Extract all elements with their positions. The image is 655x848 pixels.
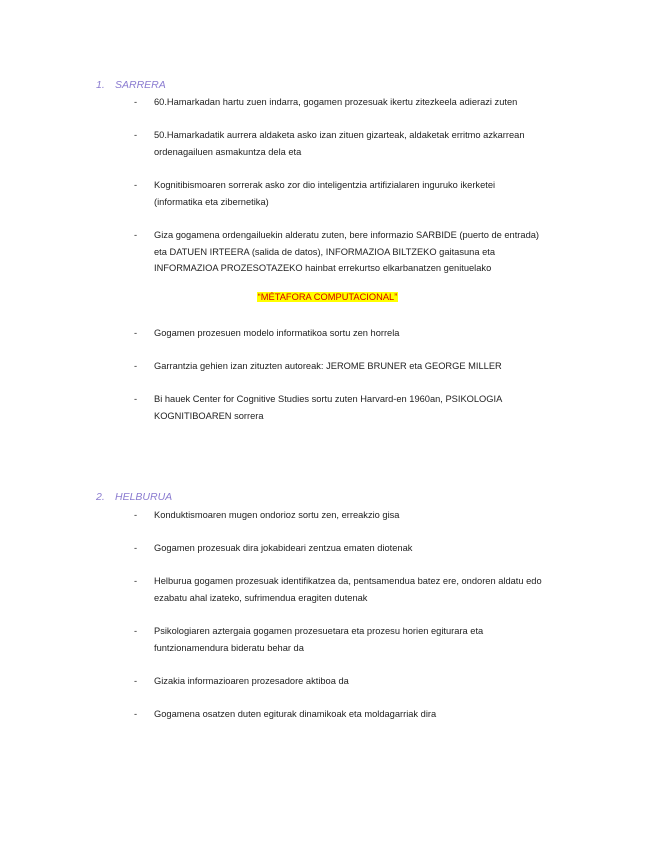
list-item bbox=[134, 358, 544, 375]
list-item bbox=[134, 507, 544, 524]
bullet-dash: - bbox=[134, 576, 138, 586]
bullet-dash: - bbox=[134, 709, 138, 719]
list-item bbox=[134, 94, 544, 111]
section-number: 1. bbox=[96, 79, 105, 91]
section-heading-sarrera bbox=[96, 79, 166, 91]
list-item bbox=[134, 391, 544, 424]
list-item-text: Konduktismoaren mugen ondorioz sortu zen, erreakzio gisa bbox=[154, 510, 400, 520]
list-item-text: Gogamen prozesuak dira jokabideari zentzua ematen diotenak bbox=[154, 543, 413, 553]
bullet-dash: - bbox=[134, 97, 138, 107]
list-item bbox=[134, 623, 544, 656]
list-item bbox=[134, 127, 544, 160]
bullet-dash: - bbox=[134, 394, 138, 404]
section-title: HELBURUA bbox=[115, 491, 173, 503]
bullet-dash: - bbox=[134, 130, 138, 140]
list-item-text: Psikologiaren aztergaia gogamen prozesuetara eta prozesu horien egiturara eta funtzionamendura bideratu behar da bbox=[154, 626, 484, 653]
bullet-dash: - bbox=[134, 180, 138, 190]
list-item-text: Gogamen prozesuen modelo informatikoa sortu zen horrela bbox=[154, 328, 400, 338]
bullet-dash: - bbox=[134, 543, 138, 553]
list-item-text: Giza gogamena ordengailuekin alderatu zuten, bere informazio SARBIDE (puerto de entrada) eta DATUEN IRTEERA (salida de datos), INFORMAZIOA BILTZEKO gaitasuna eta INFORMAZIOA PROZESOTAZEKO hainbat errekurtso elkarbanatzen genituelako bbox=[154, 230, 540, 273]
list-item-text: Gizakia informazioaren prozesadore aktiboa da bbox=[154, 676, 349, 686]
list-item-text: Garrantzia gehien izan zituzten autoreak: JEROME BRUNER eta GEORGE MILLER bbox=[154, 361, 502, 371]
section-heading-helburua bbox=[96, 491, 172, 503]
list-item-text: Gogamena osatzen duten egiturak dinamikoak eta moldagarriak dira bbox=[154, 709, 437, 719]
bullet-dash: - bbox=[134, 328, 138, 338]
bullet-dash: - bbox=[134, 510, 138, 520]
section-title: SARRERA bbox=[115, 79, 166, 91]
list-item-text: 60.Hamarkadan hartu zuen indarra, gogamen prozesuak ikertu zitezkeela adierazi zuten bbox=[154, 97, 518, 107]
bullet-dash: - bbox=[134, 676, 138, 686]
list-item bbox=[134, 573, 544, 606]
list-item-text: 50.Hamarkadatik aurrera aldaketa asko izan zituen gizarteak, aldaketak erritmo azkarrean ordenagailuen asmakuntza dela eta bbox=[154, 130, 525, 157]
list-item bbox=[134, 325, 544, 342]
list-item bbox=[134, 177, 544, 210]
bullet-dash: - bbox=[134, 361, 138, 371]
section-number: 2. bbox=[96, 491, 105, 503]
highlighted-phrase: “MÉTAFORA COMPUTACIONAL” bbox=[257, 292, 398, 302]
list-item bbox=[134, 540, 544, 557]
highlight-line bbox=[0, 292, 655, 302]
bullet-dash: - bbox=[134, 626, 138, 636]
list-item-text: Kognitibismoaren sorrerak asko zor dio inteligentzia artifizialaren inguruko ikerketei (informatika eta zibernetika) bbox=[154, 180, 496, 207]
list-item bbox=[134, 706, 544, 723]
list-item-text: Bi hauek Center for Cognitive Studies sortu zuten Harvard-en 1960an, PSIKOLOGIA KOGNITIBOAREN sorrera bbox=[154, 394, 502, 421]
list-item bbox=[134, 673, 544, 690]
list-item-text: Helburua gogamen prozesuak identifikatzea da, pentsamendua batez ere, ondoren aldatu edo ezabatu ahal izateko, sufrimendua eragiten dutenak bbox=[154, 576, 542, 603]
bullet-dash: - bbox=[134, 230, 138, 240]
list-item bbox=[134, 227, 544, 277]
